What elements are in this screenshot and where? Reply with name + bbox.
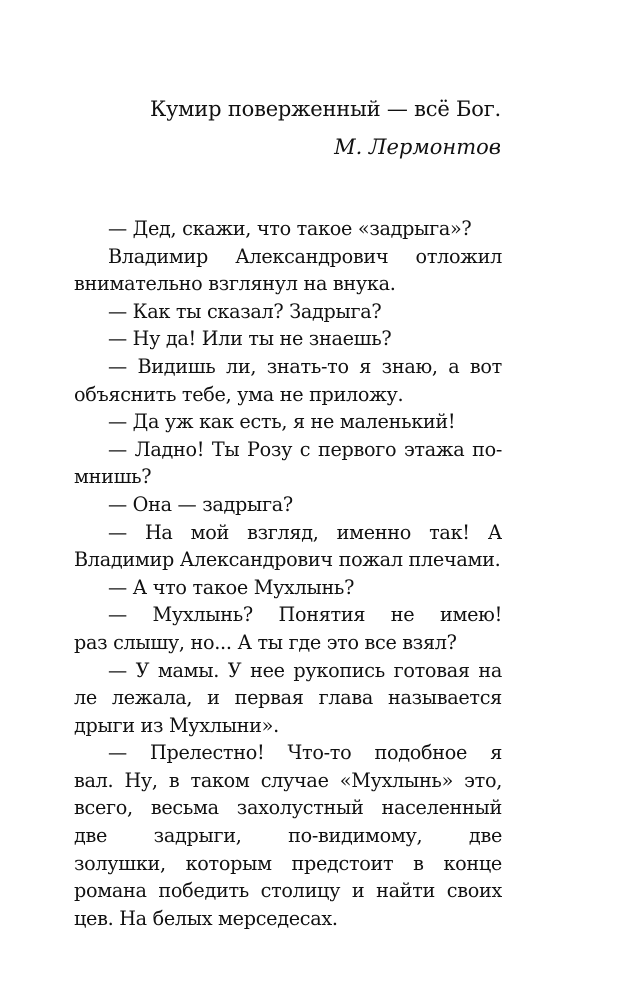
body-text: [74, 215, 502, 932]
text-line: — У мамы. У нее рукопись готовая на: [108, 658, 502, 682]
text-line: — Видишь ли, знать-то я знаю, а вот: [108, 354, 502, 378]
text-line: объяснить тебе, ума не приложу.: [74, 382, 404, 406]
text-line: вал. Ну, в таком случае «Мухлынь» это,: [74, 768, 502, 792]
epigraph-author: М. Лермонтов: [334, 135, 501, 159]
text-line: — Она — задрыга?: [108, 492, 293, 516]
text-line: Владимир Александрович отложил: [108, 244, 502, 268]
text-line: романа победить столицу и найти своих: [74, 879, 502, 903]
text-line: — Мухлынь? Понятия не имею!: [108, 603, 502, 627]
text-line: — Прелестно! Что-то подобное я: [108, 741, 502, 765]
text-line: раз слышу, но... А ты где это все взял?: [74, 630, 457, 654]
text-line: — Дед, скажи, что такое «задрыга»?: [108, 217, 472, 240]
epigraph: [150, 94, 501, 162]
text-line: — А что такое Мухлынь?: [108, 575, 355, 599]
text-line: — Да уж как есть, я не маленький!: [108, 410, 456, 434]
text-line: цев. На белых мерседесах.: [74, 906, 338, 930]
text-line: Владимир Александрович пожал плечами.: [74, 548, 501, 572]
text-line: — Как ты сказал? Задрыга?: [108, 299, 382, 323]
text-line: — На мой взгляд, именно так! А: [108, 520, 502, 544]
text-line: — Ну да! Или ты не знаешь?: [108, 327, 392, 351]
text-line: всего, весьма захолустный населенный: [74, 796, 502, 820]
epigraph-quote: Кумир поверженный — всё Бог.: [149, 97, 501, 121]
text-line: две задрыги, по-видимому, две: [74, 824, 502, 848]
text-line: ле лежала, и первая глава называется: [74, 686, 502, 710]
text-line: мнишь?: [74, 465, 152, 489]
text-line: дрыги из Мухлыни».: [74, 713, 279, 737]
text-line: внимательно взглянул на внука.: [74, 272, 396, 296]
text-line: — Ладно! Ты Розу с первого этажа по-: [108, 437, 502, 461]
text-line: золушки, которым предстоит в конце: [74, 851, 502, 875]
